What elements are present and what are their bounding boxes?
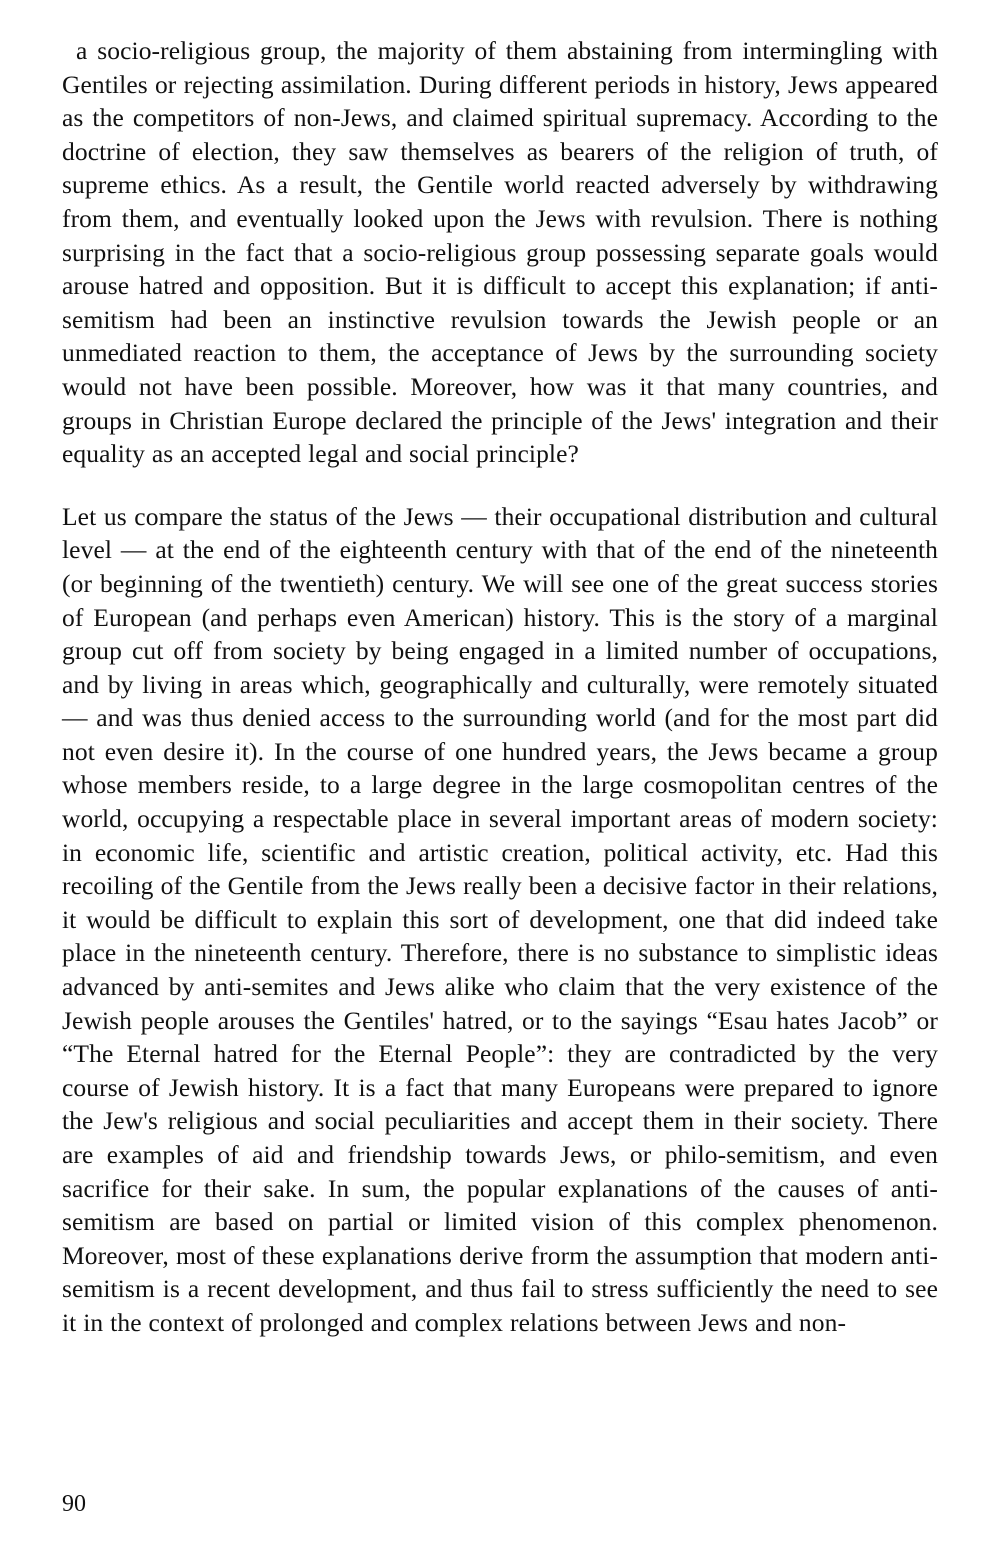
paragraph-1: a socio-religious group, the majority of them abstaining from intermingling with Gentiles or rejecting assimilation. During different periods in history, Jews appeared as the competitors of non-Jews, and claimed spiritual supremacy. According to the doctrine of election, they saw themselves as bearers of the religion of truth, of supreme ethics. As a result, the Gentile world reacted adversely by withdrawing from them, and eventually looked upon the Jews with revulsion. There is nothing surprising in the fact that a socio-religious group possessing separate goals would arouse hatred and opposition. But it is difficult to accept this explanation; if anti-semitism had been an instinctive revulsion towards the Jewish people or an unmediated reaction to them, the acceptance of Jews by the surrounding society would not have been possible. Moreover, how was it that many countries, and groups in Christian Europe declared the principle of the Jews' integration and their equality as an accepted legal and social principle? bbox=[62, 36, 938, 469]
paragraph-2: Let us compare the status of the Jews — their occupational distribution and cultural level — at the end of the eighteenth century with that of the end of the nineteenth (or beginning of the twentieth) century. We will see one of the great success stories of European (and perhaps even American) history. This is the story of a marginal group cut off from society by being engaged in a limited number of occupations, and by living in areas which, geographically and culturally, were remotely situated — and was thus denied access to the surrounding world (and for the most part did not even desire it). In the course of one hundred years, the Jews became a group whose members reside, to a large degree in the large cosmopolitan centres of the world, occupying a respectable place in several important areas of modern society: in economic life, scientific and artistic creation, political activity, etc. Had this recoiling of the Gentile from the Jews really been a decisive factor in their relations, it would be difficult to explain this sort of development, one that did indeed take place in the nineteenth century. Therefore, there is no substance to simplistic ideas advanced by anti-semites and Jews alike who claim that the very existence of the Jewish people arouses the Gentiles' hatred, or to the sayings “Esau hates Jacob” or “The Eternal hatred for the Eternal People”: they are contradicted by the very course of Jewish history. It is a fact that many Europeans were prepared to ignore the Jew's religious and social peculiarities and accept them in their society. There are examples of aid and friendship towards Jews, or philo-semitism, and even sacrifice for their sake. In sum, the popular explanations of the causes of anti-semitism are based on partial or limited vision of this complex phenomenon. Moreover, most of these explanations derive frorm the assumption that modern anti-semitism is a recent development, and thus fail to stress sufficiently the need to see it in the context of prolonged and complex relations between Jews and non- bbox=[62, 501, 938, 1337]
page-number: 90 bbox=[62, 1491, 86, 1517]
body-text-column bbox=[62, 34, 938, 1340]
